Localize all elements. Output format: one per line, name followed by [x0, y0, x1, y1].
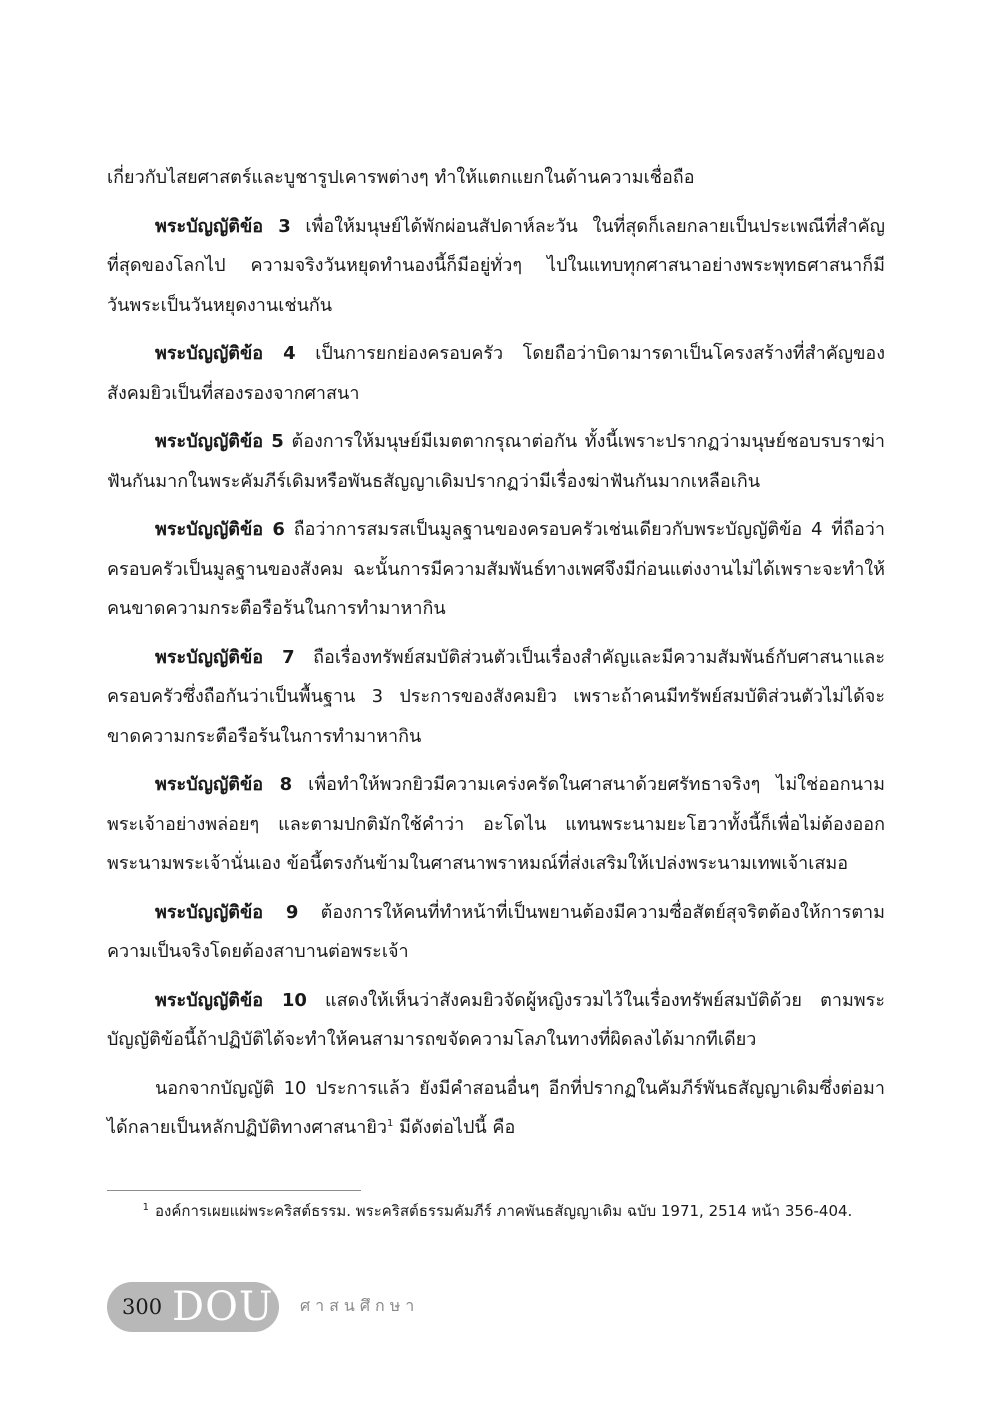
footnote-text: องค์การเผยแผ่พระคริสต์ธรรม. พระคริสต์ธรรมคัมภีร์ ภาคพันธสัญญาเดิม ฉบับ 1971, 2514 หน้า 356-404.	[155, 1202, 853, 1220]
commandment-heading: พระบัญญัติข้อ 3	[155, 215, 291, 237]
paragraph-other-teachings: นอกจากบัญญัติ 10 ประการแล้ว ยังมีคำสอนอื่นๆ อีกที่ปรากฏในคัมภีร์พันธสัญญาเดิมซึ่งต่อมาได้กลายเป็นหลักปฏิบัติทางศาสนายิว$^1$ มีดังต่อไปนี้ คือ	[107, 1077, 885, 1138]
paragraph-commandment-8: พระบัญญัติข้อ 8 เพื่อทำให้พวกยิวมีความเคร่งครัดในศาสนาด้วยศรัทธาจริงๆ ไม่ใช่ออกนามพระเจ้าอย่างพล่อยๆ และตามปกติมักใช้คำว่า อะโดไน แทนพระนามยะโฮวาทั้งนี้ก็เพื่อไม่ต้องออกพระนามพระเจ้านั่นเอง ข้อนี้ตรงกันข้ามในศาสนาพราหมณ์ที่ส่งเสริมให้เปล่งพระนามเทพเจ้าเสมอ	[107, 774, 885, 874]
commandment-heading: พระบัญญัติข้อ 7	[155, 646, 295, 668]
commandment-heading: พระบัญญัติข้อ 10	[155, 989, 307, 1011]
footnote: 1 องค์การเผยแผ่พระคริสต์ธรรม. พระคริสต์ธรรมคัมภีร์ ภาคพันธสัญญาเดิม ฉบับ 1971, 2514 หน้า 356-404.	[142, 1202, 853, 1220]
commandment-heading: พระบัญญัติข้อ 4	[155, 343, 296, 364]
commandment-heading: พระบัญญัติข้อ 8	[155, 774, 293, 795]
paragraph-commandment-7: พระบัญญัติข้อ 7 ถือเรื่องทรัพย์สมบัติส่วนตัวเป็นเรื่องสำคัญและมีความสัมพันธ์กับศาสนาและครอบครัวซึ่งถือกันว่าเป็นพื้นฐาน 3 ประการของสังคมยิว เพราะถ้าคนมีทรัพย์สมบัติส่วนตัวไม่ได้จะขาดความกระตือรือร้นในการทำมาหากิน	[107, 646, 885, 747]
running-title: ศาสนศึกษา	[300, 1296, 420, 1315]
paragraph-commandment-3: พระบัญญัติข้อ 3 เพื่อให้มนุษย์ได้พักผ่อนสัปดาห์ละวัน ในที่สุดก็เลยกลายเป็นประเพณีที่สำคัญที่สุดของโลกไป ความจริงวันหยุดทำนองนี้ก็มีอยู่ทั่วๆ ไปในแทบทุกศาสนาอย่างพระพุทธศาสนาก็มีวันพระเป็นวันหยุดงานเช่นกัน	[107, 215, 885, 316]
paragraph-commandment-9: พระบัญญัติข้อ 9 ต้องการให้คนที่ทำหน้าที่เป็นพยานต้องมีความซื่อสัตย์สุจริตต้องให้การตามความเป็นจริงโดยต้องสาบานต่อพระเจ้า	[107, 901, 885, 962]
body-text	[107, 158, 885, 1157]
footnote-reference: 1	[386, 1118, 394, 1129]
paragraph-commandment-10: พระบัญญัติข้อ 10 แสดงให้เห็นว่าสังคมยิวจัดผู้หญิงรวมไว้ในเรื่องทรัพย์สมบัติด้วย ตามพระบัญญัติข้อนี้ถ้าปฏิบัติได้จะทำให้คนสามารถขจัดความโลภในทางที่ผิดลงได้มากทีเดียว	[107, 989, 886, 1050]
paragraph-commandment-6: พระบัญญัติข้อ 6 ถือว่าการสมรสเป็นมูลฐานของครอบครัวเช่นเดียวกับพระบัญญัติข้อ 4 ที่ถือว่าครอบครัวเป็นมูลฐานของสังคม ฉะนั้นการมีความสัมพันธ์ทางเพศจึงมีก่อนแต่งงานไม่ได้เพราะจะทำให้คนขาดความกระตือรือร้นในการทำมาหากิน	[107, 519, 885, 619]
dou-logo: DOU	[172, 1284, 274, 1330]
page-number: 300	[122, 1295, 163, 1319]
footnote-divider	[107, 1190, 361, 1191]
commandment-heading: พระบัญญัติข้อ 5	[155, 431, 284, 452]
commandment-heading: พระบัญญัติข้อ 9	[155, 901, 299, 923]
paragraph-continuation: เกี่ยวกับไสยศาสตร์และบูชารูปเคารพต่างๆ ทำให้แตกแยกในด้านความเชื่อถือ	[107, 167, 695, 188]
paragraph-commandment-4: พระบัญญัติข้อ 4 เป็นการยกย่องครอบครัว โดยถือว่าบิดามารดาเป็นโครงสร้างที่สำคัญของสังคมยิวเป็นที่สองรองจากศาสนา	[107, 343, 885, 404]
page-badge	[107, 1282, 279, 1332]
commandment-heading: พระบัญญัติข้อ 6	[155, 519, 285, 540]
paragraph-commandment-5: พระบัญญัติข้อ 5 ต้องการให้มนุษย์มีเมตตากรุณาต่อกัน ทั้งนี้เพราะปรากฏว่ามนุษย์ชอบรบราฆ่าฟันกันมากในพระคัมภีร์เดิมหรือพันธสัญญาเดิมปรากฏว่ามีเรื่องฆ่าฟันกันมากเหลือเกิน	[107, 431, 885, 492]
